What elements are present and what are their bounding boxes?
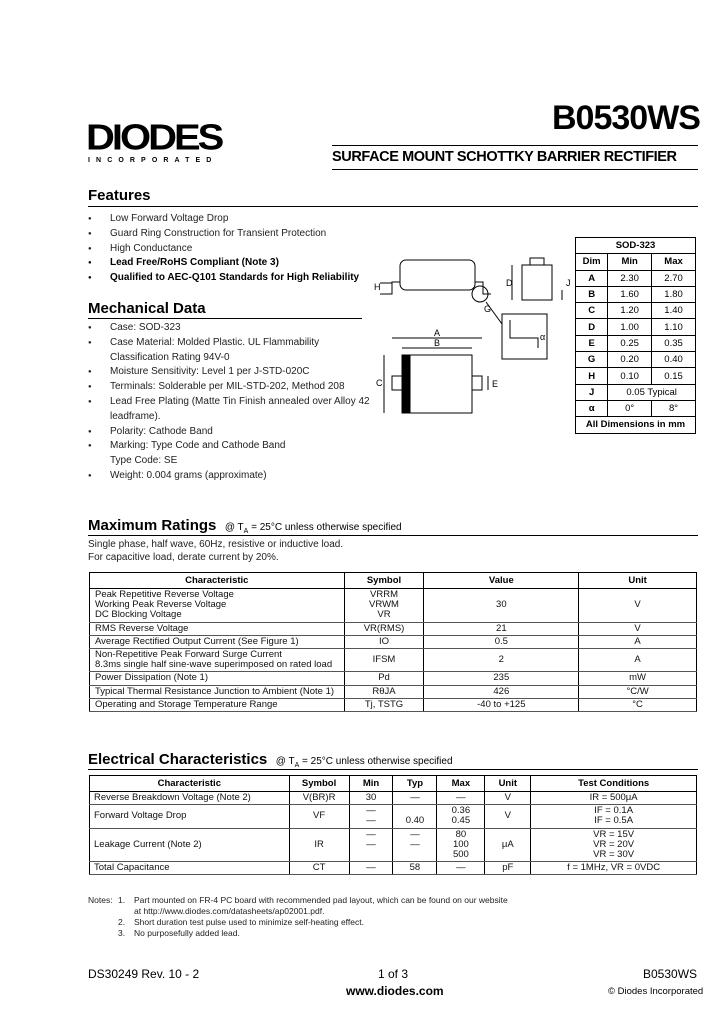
ec-test-conditions — [531, 792, 697, 805]
mr-header-cell: Unit — [579, 573, 697, 589]
ec-unit: pF — [485, 862, 531, 875]
diodes-logo: DIODES — [86, 118, 222, 158]
ec-test-conditions — [531, 828, 697, 862]
ec-cond-line: IF = 0.1A — [594, 805, 634, 817]
mr-unit: °C/W — [579, 685, 697, 698]
mr-symbol — [344, 685, 424, 698]
mechanical-title: Mechanical Data — [88, 300, 206, 317]
sod-cell: 1.00 — [608, 319, 652, 335]
ec-characteristic: Reverse Breakdown Voltage (Note 2) — [90, 792, 290, 805]
ec-max-line: — — [456, 792, 466, 803]
mr-value: 21 — [424, 622, 579, 635]
note-item — [118, 895, 698, 906]
ec-unit: V — [485, 805, 531, 828]
mr-sym-line: Tj, TSTG — [364, 698, 404, 710]
sod-cell: 0.35 — [652, 335, 696, 351]
ec-cond-line: VR = 15V — [593, 828, 635, 840]
mr-row — [90, 672, 697, 685]
ec-typ-line: 58 — [409, 862, 421, 874]
ec-unit: V — [485, 792, 531, 805]
mr-row — [90, 622, 697, 635]
ec-min-line: — — [366, 815, 376, 827]
mr-characteristic — [90, 672, 345, 685]
ec-cond-line: IF = 0.5A — [594, 815, 634, 827]
max-ratings-heading — [88, 517, 402, 535]
ec-test-conditions — [531, 862, 697, 875]
sod-cell: E — [576, 335, 608, 351]
ec-min — [349, 828, 393, 862]
mr-unit: °C — [579, 698, 697, 711]
mr-char-line: Average Rectified Output Current (See Figure 1) — [95, 635, 299, 647]
detail-lead — [510, 320, 538, 348]
mr-symbol — [344, 698, 424, 711]
features-list — [88, 212, 368, 286]
mr-row — [90, 698, 697, 711]
sod-title-row — [576, 238, 696, 254]
max-ratings-intro — [88, 538, 343, 564]
ec-max-line: 80 — [455, 828, 467, 840]
ec-min — [349, 862, 393, 875]
sod-cell: C — [576, 303, 608, 319]
mr-char-line: DC Blocking Voltage — [95, 609, 182, 621]
end-view-body — [522, 265, 552, 300]
mr-value: -40 to +125 — [424, 698, 579, 711]
ec-max — [437, 792, 485, 805]
mr-symbol — [344, 622, 424, 635]
ec-typ — [393, 805, 437, 828]
diagram-label-j: J — [566, 278, 571, 288]
diagram-label-b: B — [434, 338, 441, 348]
ec-max-line: 100 — [452, 838, 469, 850]
ec-min-line: — — [366, 805, 376, 817]
mr-char-line: Working Peak Reverse Voltage — [95, 599, 227, 611]
mr-sym-line: IFSM — [372, 654, 396, 666]
electrical-table — [89, 775, 697, 875]
diagram-label-d: D — [506, 278, 513, 288]
feature-item: ● Qualified to AEC-Q101 Standards for High Reliability — [88, 271, 368, 286]
cathode-band — [402, 355, 410, 413]
logo-subtext: INCORPORATED — [88, 157, 218, 164]
mr-unit: V — [579, 589, 697, 623]
sod-cell: 1.60 — [608, 286, 652, 302]
mr-char-line: Typical Thermal Resistance Junction to Ambient (Note 1) — [95, 685, 335, 697]
side-view-lead-left — [384, 282, 400, 294]
ec-cond-line: VR = 30V — [593, 849, 635, 861]
ec-max-line: 0.45 — [451, 815, 471, 827]
sod-title: SOD-323 — [576, 238, 696, 254]
mechanical-item: ● Case Material: Molded Plastic. UL Flammability Classification Rating 94V-0 — [88, 336, 372, 366]
mr-value: 30 — [424, 589, 579, 623]
electrical-title: Electrical Characteristics — [88, 751, 268, 768]
diagram-label-h: H — [374, 282, 381, 292]
ec-min-line: 30 — [365, 792, 377, 803]
mr-sym-line: RθJA — [372, 685, 396, 697]
ec-row — [90, 792, 697, 805]
mr-unit: A — [579, 649, 697, 672]
feature-item: ● High Conductance — [88, 242, 368, 257]
footer-copyright: © Diodes Incorporated — [608, 986, 704, 997]
mr-symbol — [344, 635, 424, 648]
mr-characteristic — [90, 622, 345, 635]
mr-value: 235 — [424, 672, 579, 685]
sod-row — [576, 368, 696, 384]
mr-sym-line: IO — [378, 635, 390, 647]
end-view-top — [530, 258, 544, 265]
mr-row — [90, 649, 697, 672]
ec-min — [349, 805, 393, 828]
note-text: Short duration test pulse used to minimize self-heating effect. — [134, 917, 364, 927]
ec-symbol: VF — [289, 805, 349, 828]
ec-row — [90, 862, 697, 875]
sod-row — [576, 303, 696, 319]
sod-cell: 0.05 Typical — [608, 384, 696, 400]
feature-item: ● Low Forward Voltage Drop — [88, 212, 368, 227]
sod-cell: 1.10 — [652, 319, 696, 335]
ec-min-line: — — [366, 862, 376, 874]
ec-typ-line: — — [410, 828, 420, 840]
mr-header-cell: Symbol — [344, 573, 424, 589]
sod-row-alpha — [576, 400, 696, 416]
notes-label: Notes: — [88, 895, 113, 905]
mechanical-item: ● Marking: Type Code and Cathode Band — [88, 439, 372, 454]
sod-cell: 0° — [608, 400, 652, 416]
mr-char-line: Peak Repetitive Reverse Voltage — [95, 589, 234, 600]
sod-header-cell: Min — [608, 254, 652, 270]
dimension-table — [575, 237, 696, 434]
mr-symbol — [344, 589, 424, 623]
ec-max — [437, 862, 485, 875]
footer-url[interactable]: www.diodes.com — [346, 984, 444, 998]
top-view-pad-right — [472, 376, 482, 390]
sod-header-row — [576, 254, 696, 270]
diagram-label-c: C — [376, 378, 383, 388]
sod-cell: B — [576, 286, 608, 302]
top-view-pad-left — [392, 376, 402, 390]
ec-typ-line: — — [410, 792, 420, 803]
ec-header-cell: Typ — [393, 776, 437, 792]
ec-cond-line: IR = 500μA — [589, 792, 638, 803]
sod-cell: 1.40 — [652, 303, 696, 319]
sod-row — [576, 335, 696, 351]
ec-min-line — [354, 850, 389, 860]
features-title: Features — [88, 187, 151, 204]
ec-max-line: 500 — [452, 849, 469, 861]
header-rule-top — [332, 145, 698, 146]
ec-symbol: CT — [289, 862, 349, 875]
note-text: Part mounted on FR-4 PC board with recommended pad layout, which can be found on our website — [134, 895, 508, 905]
max-ratings-table — [89, 572, 697, 712]
mr-header-row — [90, 573, 697, 589]
note-text: No purposefully added lead. — [134, 928, 240, 938]
sod-footer: All Dimensions in mm — [576, 417, 696, 433]
mr-sym-line: VRRM — [370, 589, 398, 600]
ec-header-cell: Max — [437, 776, 485, 792]
mr-unit: mW — [579, 672, 697, 685]
mr-sym-line: Pd — [378, 672, 390, 684]
ec-characteristic: Forward Voltage Drop — [90, 805, 290, 828]
ec-min — [349, 792, 393, 805]
ec-typ-line: 0.40 — [405, 815, 425, 827]
top-view-body — [402, 355, 472, 413]
max-ratings-rule — [88, 535, 698, 536]
mr-char-line: Power Dissipation (Note 1) — [95, 672, 208, 684]
sod-cell: 0.25 — [608, 335, 652, 351]
note-item — [118, 917, 698, 928]
mr-symbol — [344, 672, 424, 685]
sod-row — [576, 270, 696, 286]
mechanical-item: ● Terminals: Solderable per MIL-STD-202, Method 208 — [88, 380, 372, 395]
sod-cell: 0.20 — [608, 352, 652, 368]
sod-cell: 1.20 — [608, 303, 652, 319]
mr-symbol — [344, 649, 424, 672]
part-number: B0530WS — [552, 99, 700, 137]
sod-cell: 8° — [652, 400, 696, 416]
ec-cond-line: f = 1MHz, VR = 0VDC — [567, 862, 661, 874]
ec-header-cell: Characteristic — [90, 776, 290, 792]
sod-cell: 2.30 — [608, 270, 652, 286]
sod-cell: G — [576, 352, 608, 368]
note-item — [118, 906, 698, 917]
sod-header-cell: Dim — [576, 254, 608, 270]
mr-characteristic — [90, 589, 345, 623]
package-diagram — [370, 250, 575, 420]
ec-symbol: V(BR)R — [289, 792, 349, 805]
mr-row — [90, 635, 697, 648]
electrical-condition: @ $T_A = 25^\circ C$ unless otherwise specified — [275, 756, 453, 769]
feature-item: ● Lead Free/RoHS Compliant (Note 3) — [88, 256, 368, 271]
mr-value: 0.5 — [424, 635, 579, 648]
note-number: 3. — [118, 928, 126, 938]
mechanical-item: ● Case: SOD-323 — [88, 321, 372, 336]
ec-typ-line — [397, 850, 432, 860]
sod-cell: 2.70 — [652, 270, 696, 286]
ec-cond-line: VR = 20V — [593, 838, 635, 850]
ec-row — [90, 805, 697, 828]
footer-doc-number: DS30249 Rev. 10 - 2 — [88, 967, 200, 981]
ec-test-conditions — [531, 805, 697, 828]
ec-typ — [393, 862, 437, 875]
mr-row — [90, 589, 697, 623]
ec-max-line: — — [456, 862, 466, 874]
sod-row — [576, 352, 696, 368]
sod-cell: H — [576, 368, 608, 384]
sod-footer-row — [576, 417, 696, 433]
sod-row-j — [576, 384, 696, 400]
footer-part: B0530WS — [643, 967, 698, 981]
sod-cell: 0.10 — [608, 368, 652, 384]
sod-row — [576, 286, 696, 302]
electrical-heading — [88, 751, 453, 769]
electrical-rule — [88, 769, 698, 770]
ec-header-cell: Test Conditions — [531, 776, 697, 792]
mechanical-item: ● Lead Free Plating (Matte Tin Finish annealed over Alloy 42 leadframe). — [88, 395, 372, 425]
features-rule — [88, 206, 698, 207]
diagram-label-e: E — [492, 379, 499, 389]
mr-char-line: Non-Repetitive Peak Forward Surge Current — [95, 649, 282, 661]
max-ratings-condition: @ $T_A = 25^\circ C$ unless otherwise specified — [224, 522, 402, 535]
ec-header-cell: Symbol — [289, 776, 349, 792]
ec-row — [90, 828, 697, 862]
sod-cell: 0.15 — [652, 368, 696, 384]
ec-min-line: — — [366, 828, 376, 840]
mr-unit: V — [579, 622, 697, 635]
mr-characteristic — [90, 698, 345, 711]
note-text: at http://www.diodes.com/datasheets/ap02001.pdf. — [134, 906, 325, 916]
ec-header-row — [90, 776, 697, 792]
ec-unit: μA — [485, 828, 531, 862]
mechanical-list — [88, 321, 372, 484]
page-subtitle: SURFACE MOUNT SCHOTTKY BARRIER RECTIFIER — [332, 149, 677, 165]
mechanical-type-code: Type Code: SE — [110, 455, 178, 467]
mr-value: 426 — [424, 685, 579, 698]
side-view-body — [400, 260, 475, 290]
ec-min-line: — — [366, 838, 376, 850]
side-view-lead-right — [475, 282, 491, 294]
sod-cell: D — [576, 319, 608, 335]
ec-typ-line: — — [410, 838, 420, 850]
mechanical-rule — [88, 318, 362, 319]
ec-typ — [393, 792, 437, 805]
ec-max — [437, 828, 485, 862]
mr-unit: A — [579, 635, 697, 648]
ec-max — [437, 805, 485, 828]
sod-cell: 0.40 — [652, 352, 696, 368]
feature-item: ● Guard Ring Construction for Transient Protection — [88, 227, 368, 242]
ec-characteristic: Total Capacitance — [90, 862, 290, 875]
mr-sym-line: VR — [377, 609, 391, 621]
mr-header-cell: Characteristic — [90, 573, 345, 589]
mr-row — [90, 685, 697, 698]
mr-header-cell: Value — [424, 573, 579, 589]
ec-symbol: IR — [289, 828, 349, 862]
mr-char-line: RMS Reverse Voltage — [95, 622, 189, 634]
diagram-label-a: A — [434, 328, 441, 338]
diagram-label-g: G — [484, 304, 492, 314]
diagram-label-alpha: α — [540, 332, 546, 342]
max-ratings-intro-1: Single phase, half wave, 60Hz, resistive or inductive load. — [88, 539, 344, 550]
mr-sym-line: VRWM — [369, 599, 399, 611]
notes-list — [118, 895, 698, 939]
mechanical-item: ● Moisture Sensitivity: Level 1 per J-STD-020C — [88, 365, 372, 380]
ec-typ — [393, 828, 437, 862]
ec-header-cell: Unit — [485, 776, 531, 792]
max-ratings-title: Maximum Ratings — [88, 517, 217, 534]
mr-characteristic — [90, 685, 345, 698]
ec-characteristic: Leakage Current (Note 2) — [90, 828, 290, 862]
note-number: 2. — [118, 917, 126, 927]
sod-cell: J — [576, 384, 608, 400]
mr-char-line: Operating and Storage Temperature Range — [95, 698, 278, 710]
sod-cell: A — [576, 270, 608, 286]
mr-sym-line: VR(RMS) — [363, 622, 405, 634]
mr-characteristic — [90, 635, 345, 648]
sod-cell: 1.80 — [652, 286, 696, 302]
ec-header-cell: Min — [349, 776, 393, 792]
mr-characteristic — [90, 649, 345, 672]
sod-header-cell: Max — [652, 254, 696, 270]
ec-max-line: 0.36 — [451, 805, 471, 817]
sod-row — [576, 319, 696, 335]
note-number: 1. — [118, 895, 126, 905]
mechanical-item: ● Polarity: Cathode Band — [88, 425, 372, 440]
mr-char-line: 8.3ms single half sine-wave superimposed on rated load — [95, 659, 333, 671]
header-rule-bottom — [332, 169, 698, 170]
max-ratings-intro-2: For capacitive load, derate current by 20%. — [88, 552, 279, 563]
mr-value: 2 — [424, 649, 579, 672]
mechanical-item: ● Weight: 0.004 grams (approximate) — [88, 469, 372, 484]
sod-cell: α — [576, 400, 608, 416]
footer-page: 1 of 3 — [378, 967, 409, 981]
note-item — [118, 928, 698, 939]
